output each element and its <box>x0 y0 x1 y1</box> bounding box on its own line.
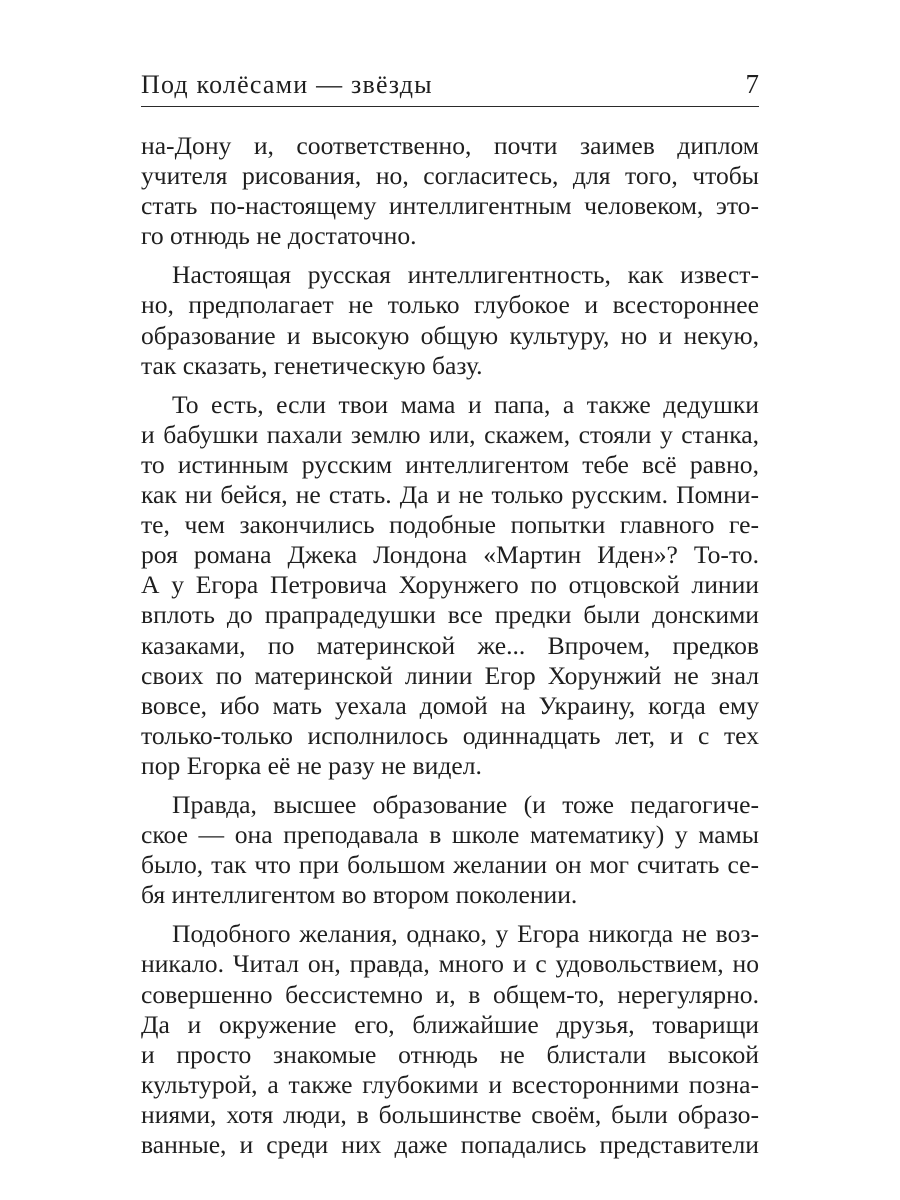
text-line: го отнюдь не достаточно. <box>141 221 417 251</box>
text-line: те, чем закончились подобные попытки главного ге- <box>141 510 759 540</box>
text-line: ниями, хотя люди, в большинстве своём, были образо- <box>141 1099 759 1129</box>
text-line: и бабушки пахали землю или, скажем, стояли у станка, <box>141 419 759 449</box>
text-line: и просто знакомые отнюдь не блистали высокой <box>141 1039 759 1069</box>
text-line: как ни бейся, не стать. Да и не только русским. Помни- <box>141 480 759 510</box>
text-line: вовсе, ибо мать уехала домой на Украину, когда ему <box>141 690 759 720</box>
text-line: Правда, высшее образование (и тоже педагогиче- <box>172 789 759 819</box>
text-line: только-только исполнилось одиннадцать лет, и с тех <box>141 720 759 750</box>
text-line: бя интеллигентом во втором поколении. <box>141 880 578 910</box>
text-line: А у Егора Петровича Хорунжего по отцовской линии <box>141 570 759 600</box>
text-line: учителя рисования, но, согласитесь, для того, чтобы <box>141 161 759 191</box>
text-line: ское — она преподавала в школе математику) у мамы <box>141 820 759 850</box>
text-line: культурой, а также глубокими и всесторонними позна- <box>141 1069 759 1099</box>
text-line: казаками, по материнской же... Впрочем, предков <box>141 630 759 660</box>
text-line: Подобного желания, однако, у Егора никогда не воз- <box>172 919 759 949</box>
body-text <box>141 131 759 1169</box>
text-line: вплоть до прапрадедушки все предки были донскими <box>141 600 759 630</box>
paragraph-1 <box>141 131 759 251</box>
paragraph-4 <box>141 790 759 910</box>
text-line: было, так что при большом желании он мог считать се- <box>141 850 759 880</box>
page-number: 7 <box>745 69 759 99</box>
text-line: образование и высокую общую культуру, но и некую, <box>141 320 759 350</box>
text-line: на-Дону и, соответственно, почти заимев диплом <box>141 131 759 160</box>
text-line: Да и окружение его, ближайшие друзья, товарищи <box>141 1009 759 1039</box>
paragraph-3 <box>141 390 759 781</box>
text-line: то истинным русским интеллигентом тебе всё равно, <box>141 449 759 479</box>
paragraph-5 <box>141 919 759 1160</box>
running-title: Под колёсами — звёзды <box>141 70 433 99</box>
text-line: пор Егорка её не разу не видел. <box>141 750 482 780</box>
text-line: так сказать, генетическую базу. <box>141 350 483 380</box>
text-line: ванные, и среди них даже попадались представители <box>141 1130 759 1159</box>
text-line: То есть, если твои мама и папа, а также дедушки <box>172 389 759 419</box>
book-page <box>141 0 759 1200</box>
running-header <box>141 66 759 107</box>
text-line: никало. Читал он, правда, много и с удовольствием, но <box>141 949 759 979</box>
text-line: но, предполагает не только глубокое и всестороннее <box>141 290 759 320</box>
text-line: роя романа Джека Лондона «Мартин Иден»? То-то. <box>141 540 759 570</box>
text-line: совершенно бессистемно и, в общем-то, нерегулярно. <box>141 979 759 1009</box>
paragraph-2 <box>141 260 759 380</box>
text-line: Настоящая русская интеллигентность, как извест- <box>172 260 759 290</box>
text-line: стать по-настоящему интеллигентным человеком, это- <box>141 191 759 221</box>
text-line: своих по материнской линии Егор Хорунжий не знал <box>141 660 759 690</box>
